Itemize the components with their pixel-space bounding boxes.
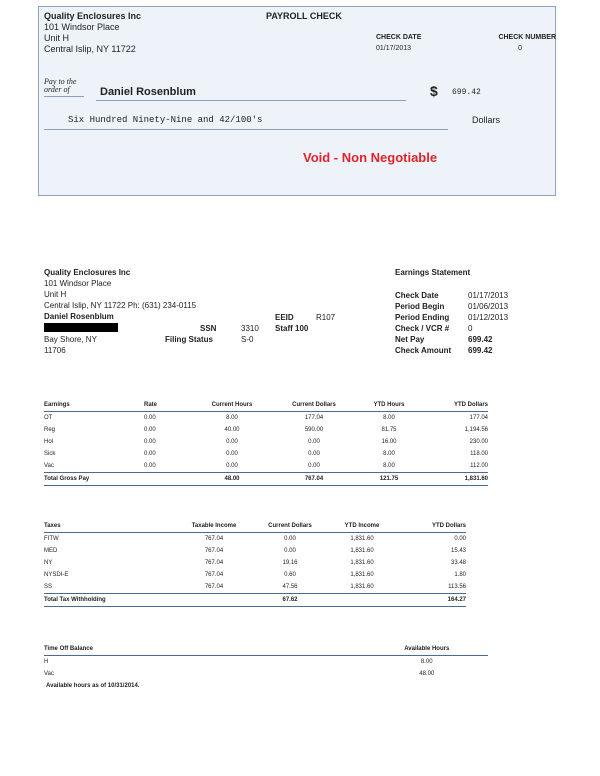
statement-detail-label: Check Date (395, 291, 439, 300)
table-cell: Current Dollars (272, 399, 356, 412)
table-cell: YTD Dollars (398, 520, 466, 533)
table-cell (326, 594, 398, 607)
earnings-table (44, 399, 488, 486)
table-cell: 1,831.60 (350, 572, 374, 578)
filing-status-label: Filing Status (165, 335, 213, 344)
earnings-statement-title: Earnings Statement (395, 268, 471, 277)
table-cell: 67.62 (254, 594, 326, 607)
stub-address-line1: 101 Windsor Place (44, 279, 112, 288)
table-cell: 40.00 (224, 427, 240, 433)
table-cell: 1.80 (454, 572, 466, 578)
eeid-label: EEID (275, 313, 294, 322)
table-cell: 0.00 (144, 439, 156, 445)
table-cell: H (44, 659, 49, 665)
table-row (44, 436, 488, 448)
table-row (44, 668, 488, 680)
table-total-row (44, 473, 488, 486)
amount-in-words: Six Hundred Ninety-Nine and 42/100's (68, 115, 263, 125)
table-cell: 16.00 (381, 439, 397, 445)
employee-zip: 11706 (44, 346, 66, 355)
table-cell: 48.00 (419, 671, 435, 677)
check-address-line3: Central Islip, NY 11722 (44, 44, 136, 54)
table-cell: NY (44, 560, 53, 566)
check-date-value: 01/17/2013 (376, 45, 412, 52)
void-watermark: Void - Non Negotiable (303, 150, 438, 165)
table-cell: Total Gross Pay (44, 473, 144, 486)
statement-detail-value: 699.42 (468, 346, 493, 355)
check-title: PAYROLL CHECK (266, 11, 342, 21)
payee-line (96, 100, 406, 101)
table-cell: 767.04 (204, 548, 224, 554)
table-cell: 1,831.60 (350, 536, 374, 542)
table-cell: YTD Income (326, 520, 398, 533)
table-cell: SS (44, 584, 53, 590)
table-cell: 48.00 (192, 473, 272, 486)
table-cell: 767.04 (204, 560, 224, 566)
table-cell: 0.00 (226, 451, 238, 457)
table-cell: Vac (44, 671, 54, 677)
statement-details (395, 291, 525, 357)
taxes-table (44, 520, 466, 607)
table-cell: 121.75 (356, 473, 422, 486)
table-row (44, 533, 466, 546)
statement-detail-value: 699.42 (468, 335, 493, 344)
table-row (44, 460, 488, 473)
pay-to-underline (44, 96, 84, 97)
table-row (44, 545, 466, 557)
statement-detail-row (395, 335, 525, 346)
dollars-label: Dollars (472, 115, 501, 125)
table-cell: 19.16 (282, 560, 298, 566)
table-cell: Vac (44, 463, 54, 469)
table-cell (174, 594, 254, 607)
statement-detail-row (395, 324, 525, 335)
table-cell: 0.00 (454, 536, 466, 542)
statement-detail-value: 01/12/2013 (468, 313, 509, 322)
table-cell: FITW (44, 536, 59, 542)
statement-detail-label: Check Amount (395, 346, 452, 355)
employee-name: Daniel Rosenblum (44, 312, 114, 321)
check-company-name: Quality Enclosures Inc (44, 11, 142, 21)
table-cell: 81.75 (381, 427, 397, 433)
table-cell: YTD Dollars (422, 399, 488, 412)
table-cell: Total Tax Withholding (44, 594, 174, 607)
statement-detail-row (395, 302, 525, 313)
statement-detail-label: Period Ending (395, 313, 450, 322)
check-date-label: CHECK DATE (376, 34, 422, 41)
table-cell: Current Dollars (254, 520, 326, 533)
table-cell: 0.00 (284, 548, 296, 554)
table-cell: 47.56 (282, 584, 298, 590)
table-cell: Available Hours (366, 643, 488, 656)
table-cell: 8.00 (420, 659, 433, 665)
dollar-sign: $ (430, 83, 438, 99)
statement-detail-label: Period Begin (395, 302, 445, 311)
statement-detail-value: 0 (468, 324, 473, 333)
table-cell: 0.60 (284, 572, 296, 578)
redacted-address (44, 323, 118, 332)
table-cell: 164.27 (398, 594, 466, 607)
table-cell: MED (44, 548, 58, 554)
time-off-table (44, 643, 488, 680)
table-cell: 0.00 (144, 463, 156, 469)
table-cell: Taxes (44, 520, 174, 533)
table-cell: Time Off Balance (44, 643, 366, 656)
table-cell: 113.56 (448, 584, 466, 590)
table-cell: 767.04 (272, 473, 356, 486)
amount-words-line (44, 129, 448, 130)
stub-address-line2: Unit H (44, 290, 67, 299)
table-row (44, 656, 488, 669)
table-cell (144, 473, 192, 486)
table-cell: 8.00 (226, 415, 238, 421)
table-cell: 0.00 (144, 451, 156, 457)
table-cell: 0.00 (144, 415, 156, 421)
employee-city: Bay Shore, NY (44, 335, 97, 344)
table-cell: 590.00 (304, 427, 324, 433)
table-cell: Earnings (44, 399, 144, 412)
table-cell: 8.00 (383, 451, 395, 457)
table-cell: 8.00 (383, 415, 395, 421)
table-header-row (44, 399, 488, 412)
table-row (44, 424, 488, 436)
table-cell: 15.43 (450, 548, 466, 554)
table-cell: 1,831.60 (350, 560, 374, 566)
table-cell: Current Hours (192, 399, 272, 412)
staff-label: Staff 100 (275, 324, 309, 333)
table-cell: Reg (44, 427, 56, 433)
table-cell: 8.00 (383, 463, 395, 469)
table-row (44, 557, 466, 569)
table-cell: 1,831.60 (350, 548, 374, 554)
eeid-value: R107 (316, 313, 336, 322)
check-address-line2: Unit H (44, 33, 70, 43)
table-total-row (44, 594, 466, 607)
table-cell: 0.00 (144, 427, 156, 433)
ssn-label: SSN (200, 324, 217, 333)
table-cell: 177.04 (469, 415, 488, 421)
filing-status-value: S-0 (241, 335, 254, 344)
table-cell: Hol (44, 439, 54, 445)
table-header-row (44, 520, 466, 533)
table-cell: YTD Hours (356, 399, 422, 412)
statement-detail-value: 01/17/2013 (468, 291, 509, 300)
statement-detail-label: Check / VCR # (395, 324, 450, 333)
table-cell: 0.00 (308, 451, 320, 457)
table-cell: 767.04 (204, 584, 224, 590)
table-cell: Sick (44, 451, 56, 457)
statement-detail-label: Net Pay (395, 335, 425, 344)
table-cell: 112.00 (470, 463, 488, 469)
table-row (44, 448, 488, 460)
statement-detail-row (395, 346, 525, 357)
table-cell: 230.00 (469, 439, 488, 445)
time-off-footnote: Available hours as of 10/31/2014. (46, 683, 140, 689)
check-address-line1: 101 Windsor Place (44, 22, 120, 32)
table-cell: 0.00 (308, 463, 320, 469)
table-cell: 177.04 (304, 415, 324, 421)
check-number-value: 0 (518, 45, 522, 52)
table-cell: 767.04 (204, 572, 224, 578)
pay-to-label: Pay to the order of (44, 77, 77, 94)
table-row (44, 569, 466, 581)
table-cell: 0.00 (308, 439, 320, 445)
table-cell: Taxable Income (174, 520, 254, 533)
statement-detail-row (395, 291, 525, 302)
table-cell: 0.00 (226, 439, 238, 445)
stub-company-name: Quality Enclosures Inc (44, 268, 131, 277)
table-cell: NYSDI-E (44, 572, 69, 578)
statement-detail-value: 01/06/2013 (468, 302, 509, 311)
payee-name: Daniel Rosenblum (100, 86, 196, 98)
table-row (44, 412, 488, 425)
ssn-value: 3310 (241, 324, 259, 333)
table-cell: 0.00 (284, 536, 296, 542)
statement-detail-row (395, 313, 525, 324)
table-cell: 33.48 (450, 560, 466, 566)
table-cell: 767.04 (204, 536, 224, 542)
table-cell: OT (44, 415, 53, 421)
table-header-row (44, 643, 488, 656)
table-cell: 118.00 (470, 451, 488, 457)
check-number-label: CHECK NUMBER (498, 34, 556, 41)
table-cell: 0.00 (226, 463, 238, 469)
table-row (44, 581, 466, 594)
table-cell: 1,831.60 (422, 473, 488, 486)
table-cell: Rate (144, 399, 192, 412)
stub-address-line3: Central Islip, NY 11722 Ph: (631) 234-0115 (44, 301, 197, 310)
table-cell: 1,194.56 (464, 427, 488, 433)
table-cell: 1,831.60 (350, 584, 374, 590)
check-amount: 699.42 (452, 88, 481, 97)
